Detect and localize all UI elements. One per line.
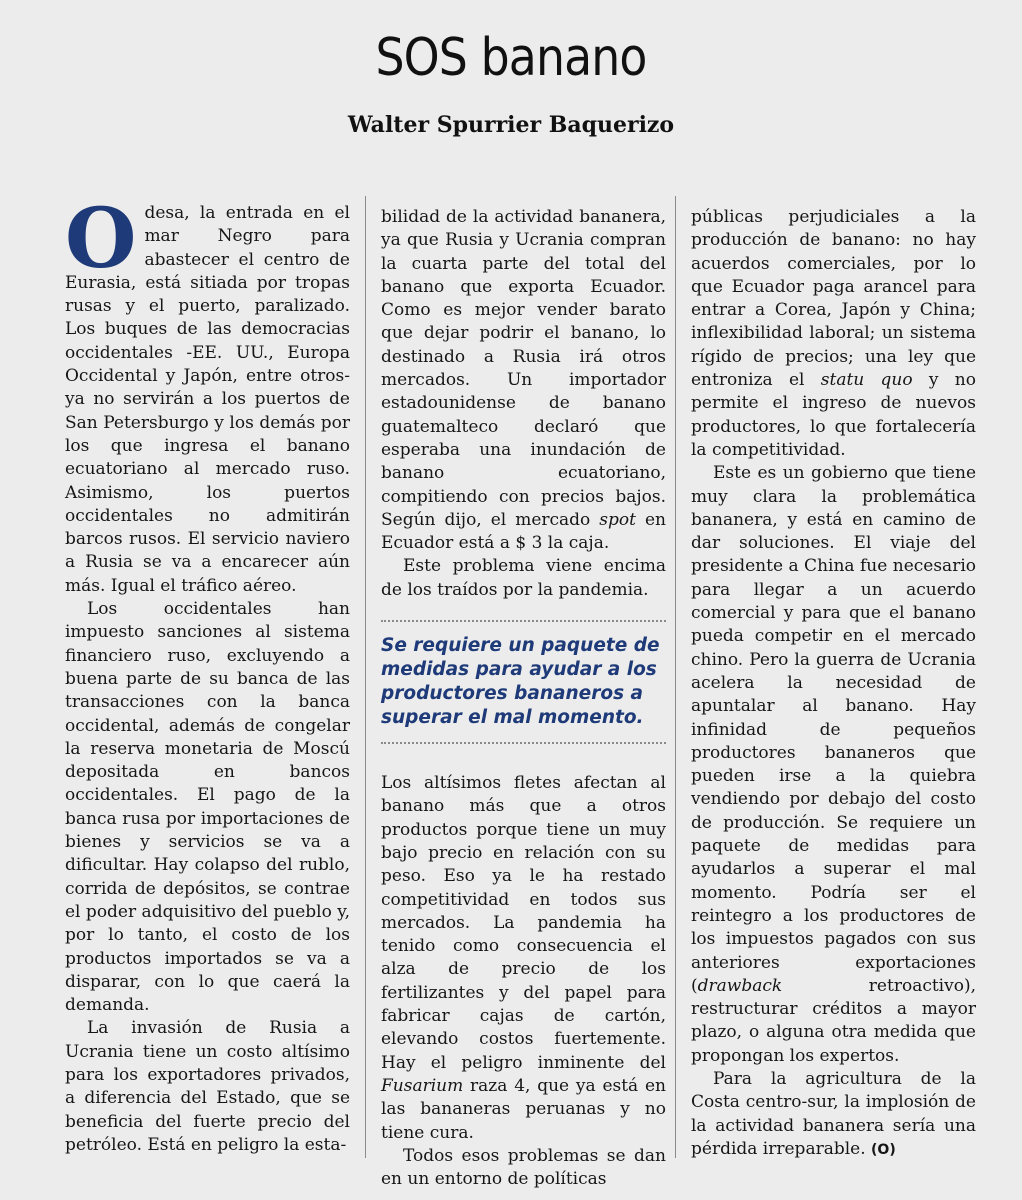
article-title: SOS banano [375, 28, 647, 88]
paragraph [381, 772, 666, 1145]
italic-term: Fusarium [381, 1075, 464, 1096]
end-mark: (O) [871, 1141, 896, 1158]
paragraph [381, 206, 666, 555]
paragraph-text: en Ecuador está a $ 3 la caja. [381, 509, 666, 554]
pull-quote: Se requiere un paquete de medidas para ayudar a los productores bananeros a superar el mal momento. [381, 620, 666, 744]
paragraph-text: Los altísimos fletes afectan al banano más que a otros productos porque tiene un muy bajo precio en relación con su peso. Eso ya le ha restado competitividad en todos sus mercados. La pandemia ha tenido como consecuencia el alza de precio de los fertilizantes y del papel para fabricar cajas de cartón, elevando costos fuertemente. Hay el peligro inminente del [381, 773, 666, 1073]
paragraph-text: desa, la entrada en el mar Negro para abastecer el centro de Eurasia, está sitiada por tropas rusas y el puerto, paralizado. Los buques de las democracias occidentales -EE. UU., Europa Occidental y Japón, entre otros- ya no servirán a los puertos de San Petersburgo y los demás por los que ingresa el banano ecuatoriano al mercado ruso. Asimismo, los puertos occidentales no admitirán barcos rusos. El servicio naviero a Rusia se va a encarecer aún más. Igual el tráfico aéreo. [65, 203, 350, 596]
paragraph [65, 191, 350, 598]
paragraph [691, 1068, 976, 1162]
paragraph: Todos esos problemas se dan en un entorno de políticas [381, 1145, 666, 1190]
paragraph-text: y no permite el ingreso de nuevos productores, lo que fortalecería la competitividad. [691, 370, 976, 460]
italic-term: statu quo [820, 370, 913, 391]
column-divider [365, 196, 366, 1158]
paragraph-text: retroactivo), restructurar créditos a mayor plazo, o alguna otra medida que propongan los expertos. [691, 975, 976, 1066]
paragraph-text: Este es un gobierno que tiene muy clara la problemática bananera, y está en camino de dar soluciones. El viaje del presidente a China fue necesario para llegar a un acuerdo comercial y para que el banano pueda competir en el mercado chino. Pero la guerra de Ucrania acelera la necesidad de apuntalar al banano. Hay infinidad de pequeños productores bananeros que pueden irse a la quiebra vendiendo por debajo del costo de producción. Se requiere un paquete de medidas para ayudarlos a superar el mal momento. Podría ser el reintegro a los productores de los impuestos pagados con sus anteriores exportaciones ( [691, 463, 976, 996]
paragraph: La invasión de Rusia a Ucrania tiene un costo altísimo para los exportadores privados, a diferencia del Estado, que se beneficia del fuerte precio del petróleo. Está en peligro la esta- [65, 1018, 350, 1155]
paragraph: Los occidentales han impuesto sanciones al sistema financiero ruso, excluyendo a buena parte de su banca de las transacciones con la banca occidental, además de congelar la reserva monetaria de Moscú depositada en bancos occidentales. El pago de la banca rusa por importaciones de bienes y servicios se va a dificultar. Hay colapso del rublo, corrida de depósitos, se contrae el poder adquisitivo del pueblo y, por lo tanto, el costo de los productos importados se va a disparar, con lo que caerá la demanda. [65, 599, 350, 1016]
author-byline: Walter Spurrier Baquerizo [347, 112, 675, 138]
paragraph-text: públicas perjudiciales a la producción de banano: no hay acuerdos comerciales, por lo que Ecuador paga arancel para entrar a Corea, Japón y China; inflexibilidad laboral; un sistema rígido de precios; una ley que entroniza el [691, 207, 976, 391]
drop-cap: O [65, 191, 137, 287]
paragraph-text: raza 4, que ya está en las bananeras peruanas y no tiene cura. [381, 1075, 666, 1143]
paragraph-text: bilidad de la actividad bananera, ya que Rusia y Ucrania compran la cuarta parte del total del banano que exporta Ecuador. Como es mejor vender barato que dejar podrir el banano, lo destinado a Rusia irá otros mercados. Un importador estadounidense de banano guatemalteco declaró que esperaba una inundación de banano ecuatoriano, compitiendo con precios bajos. Según dijo, el mercado [381, 207, 666, 530]
column-1 [65, 191, 350, 1157]
paragraph [691, 462, 976, 1068]
paragraph-text: Para la agricultura de la Costa centro-sur, la implosión de la actividad bananera sería una pérdida irreparable. [691, 1068, 976, 1159]
column-2 [381, 206, 666, 1191]
paragraph [691, 206, 976, 462]
column-divider [675, 196, 676, 1158]
paragraph: Este problema viene encima de los traídos por la pandemia. [381, 556, 666, 600]
italic-term: spot [599, 509, 636, 530]
italic-term: drawback [697, 975, 783, 996]
column-3 [691, 206, 976, 1162]
